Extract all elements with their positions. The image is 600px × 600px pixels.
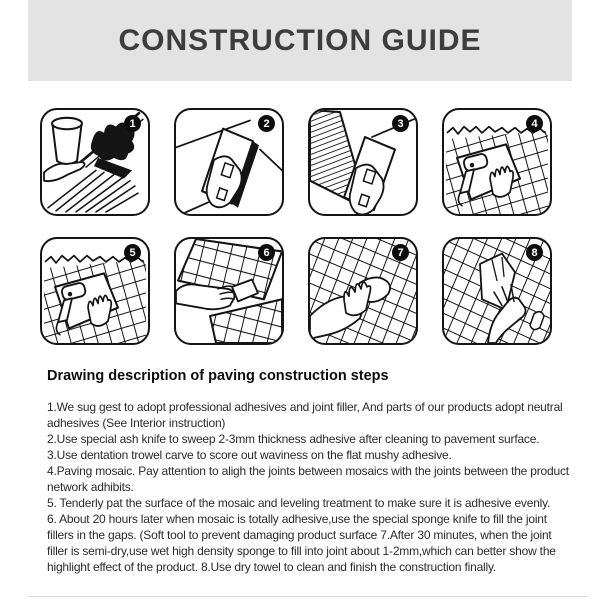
step-text-1: 1.We sug gest to adopt professional adhesives and joint filler, And parts of our products adopt neutral adhesives (See Interior instruction) [47,400,563,430]
step-1-badge: 1 [124,115,141,132]
bottom-divider [28,596,588,597]
step-panel-5 [40,237,150,345]
step-5-badge: 5 [124,244,141,261]
step-text-6: 6. About 20 hours later when mosaic is totally adhesive,use the special sponge knife to fill the joint fillers in the gaps. (Soft tool to prevent damaging product surface 7.After 30 minutes, when the joint filler is semi-dry,use wet high density sponge to fill into joint about 1-2mm,which can better show the highlight effect of the product. 8.Use dry towel to clean and finish the construction finally. [47,512,556,574]
step-6-badge: 6 [258,244,275,261]
step-7-badge: 7 [392,244,409,261]
construction-steps-text [47,399,571,575]
step-panel-3 [308,108,418,216]
step-panel-6 [174,237,284,345]
page-title: CONSTRUCTION GUIDE [118,23,482,57]
step-panel-1 [40,108,150,216]
step-2-badge: 2 [258,115,275,132]
step-text-5: 5. Tenderly pat the surface of the mosaic and leveling treatment to make sure it is adhesive evenly. [47,496,551,510]
step-panel-4 [442,108,552,216]
construction-steps-illustrations [40,108,552,345]
step-4-badge: 4 [526,115,543,132]
section-heading: Drawing description of paving construction steps [47,368,389,384]
step-panel-8 [442,237,552,345]
header-band [28,0,572,81]
step-text-2: 2.Use special ash knife to sweep 2-3mm thickness adhesive after cleaning to pavement surface. [47,432,540,446]
step-8-badge: 8 [526,244,543,261]
step-3-badge: 3 [392,115,409,132]
step-panel-7 [308,237,418,345]
step-text-3: 3.Use dentation trowel carve to score out waviness on the flat mushy adhesive. [47,448,452,462]
step-text-4: 4.Paving mosaic. Pay attention to aligh the joints between mosaics with the joints between the product network adhibits. [47,464,569,494]
step-panel-2 [174,108,284,216]
